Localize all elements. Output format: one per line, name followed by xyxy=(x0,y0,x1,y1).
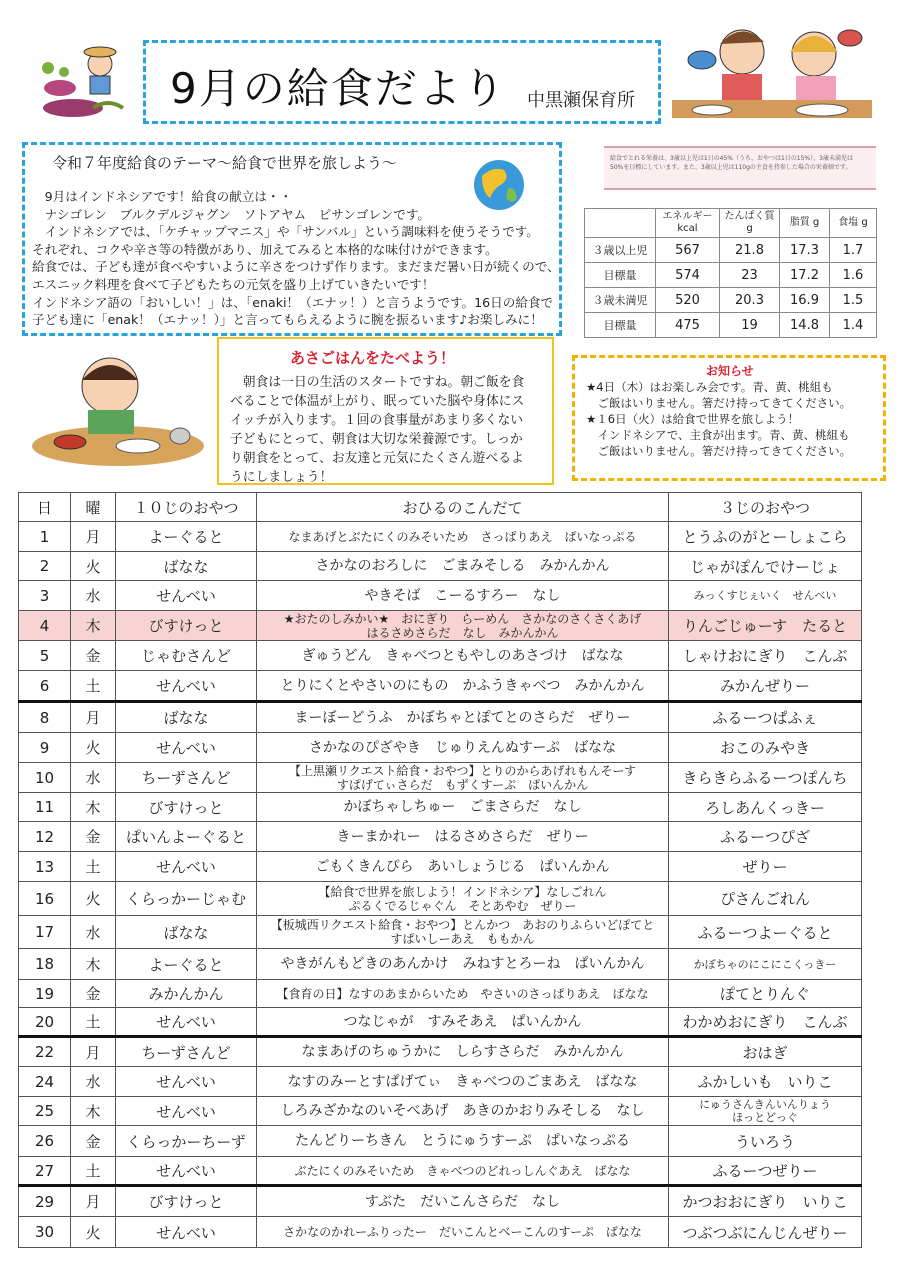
breakfast-line: り朝食をとって、お友達と元気にたくさん遊べるよ xyxy=(230,451,524,466)
menu-afternoon-line: かぼちゃのにこにこくっきー xyxy=(693,957,837,971)
menu-afternoon-line: わかめおにぎり こんぶ xyxy=(682,1013,848,1031)
nutrition-cell: 19 xyxy=(720,313,780,338)
menu-lunch xyxy=(257,1157,669,1186)
theme-line: それぞれ、コクや辛さ等の特徴があり、加えてみると本格的な味付けができます。 xyxy=(32,241,498,257)
menu-lunch xyxy=(257,916,669,949)
nutrition-cell: 16.9 xyxy=(780,288,830,313)
nutrition-cell: 1.6 xyxy=(830,263,877,288)
menu-morning-snack: せんべい xyxy=(116,1217,257,1248)
nutrition-header-cell: 食塩 g xyxy=(830,209,877,238)
school-name: 中黒瀬保育所 xyxy=(527,90,635,111)
nutrition-cell: 17.3 xyxy=(780,238,830,263)
menu-afternoon-snack xyxy=(669,882,862,916)
menu-afternoon-snack xyxy=(669,852,862,882)
menu-lunch xyxy=(257,793,669,822)
menu-afternoon-snack xyxy=(669,641,862,671)
menu-lunch-line: しろみざかなのいそべあげ あきのかおりみそしる なし xyxy=(280,1103,645,1119)
theme-line: インドネシア語の「おいしい！」は、「enaki！（エナッ！）と言うようです。16日の給食で xyxy=(32,294,554,310)
menu-lunch-line: ぎゅうどん きゃべつともやしのあさづけ ばなな xyxy=(301,647,624,664)
menu-row xyxy=(19,641,862,671)
menu-weekday: 木 xyxy=(71,611,116,641)
menu-weekday: 月 xyxy=(71,1037,116,1067)
menu-afternoon-line: きらきらふるーつぽんち xyxy=(682,769,848,787)
menu-lunch xyxy=(257,1126,669,1157)
breakfast-line: 朝食は一日の生活のスタートですね。朝ご飯を食 xyxy=(230,375,525,390)
menu-lunch-line: 【給食で世界を旅しよう！インドネシア】なしごれん xyxy=(318,884,607,899)
menu-afternoon-snack xyxy=(669,793,862,822)
nutrition-cell: ３歳以上児 xyxy=(585,238,656,263)
menu-weekday: 火 xyxy=(71,733,116,763)
menu-lunch-line: ごもくきんぴら あいしょうじる ぱいんかん xyxy=(315,858,610,875)
menu-morning-snack: くらっかーじゃむ xyxy=(116,882,257,916)
nutrition-note-line: 50%を目標にしています。また、3歳以上児は110gの主食を持参した場合の栄養価です。 xyxy=(610,164,852,171)
menu-lunch-line: とりにくとやさいのにもの かふうきゃべつ みかんかん xyxy=(280,677,645,694)
menu-morning-snack: よーぐると xyxy=(116,522,257,552)
menu-lunch-line: なまあげのちゅうかに しらすさらだ みかんかん xyxy=(301,1044,624,1060)
menu-day: 5 xyxy=(19,641,71,671)
nutrition-cell: 21.8 xyxy=(720,238,780,263)
menu-morning-snack: よーぐると xyxy=(116,949,257,980)
menu-afternoon-snack xyxy=(669,949,862,980)
menu-row xyxy=(19,882,862,916)
menu-afternoon-line: ふるーつぴざ xyxy=(719,828,810,846)
menu-lunch xyxy=(257,949,669,980)
menu-row xyxy=(19,1037,862,1067)
menu-day: 16 xyxy=(19,882,71,916)
menu-header-cell: ３じのおやつ xyxy=(669,493,862,522)
menu-afternoon-line: ふるーつよーぐると xyxy=(697,923,833,942)
menu-lunch-line: ぶたにくのみそいため きゃべつのどれっしんぐあえ ばなな xyxy=(294,1163,631,1178)
menu-afternoon-snack xyxy=(669,1126,862,1157)
menu-table xyxy=(18,492,862,1248)
menu-weekday: 水 xyxy=(71,763,116,793)
menu-weekday: 火 xyxy=(71,1217,116,1248)
menu-morning-snack: せんべい xyxy=(116,1008,257,1037)
menu-lunch xyxy=(257,522,669,552)
menu-afternoon-line: ふるーつぱふぇ xyxy=(712,709,818,727)
nutrition-cell: 目標量 xyxy=(585,263,656,288)
menu-weekday: 月 xyxy=(71,702,116,733)
nutrition-header-cell: たんぱく質 g xyxy=(720,209,780,238)
menu-afternoon-line: ほっとどっぐ xyxy=(732,1111,798,1124)
menu-day: 30 xyxy=(19,1217,71,1248)
menu-lunch xyxy=(257,1067,669,1097)
menu-weekday: 水 xyxy=(71,916,116,949)
menu-weekday: 水 xyxy=(71,581,116,611)
menu-lunch-line: かぼちゃしちゅー ごまさらだ なし xyxy=(343,799,582,815)
menu-row xyxy=(19,852,862,882)
menu-afternoon-snack xyxy=(669,702,862,733)
menu-row xyxy=(19,671,862,702)
menu-afternoon-snack xyxy=(669,1008,862,1037)
page-title: 9月の給食だより xyxy=(170,64,507,113)
menu-lunch-line: やきがんもどきのあんかけ みねすとろーね ぱいんかん xyxy=(280,956,645,972)
menu-afternoon-line: じゃがぽんでけーじょ xyxy=(689,557,840,576)
nutrition-header-cell: エネルギー kcal xyxy=(656,209,720,238)
menu-afternoon-line: つぶつぶにんじんぜりー xyxy=(682,1223,848,1242)
menu-afternoon-snack xyxy=(669,1067,862,1097)
menu-lunch-line: さかなのかれーふりったー だいこんとべーこんのすーぷ ばなな xyxy=(283,1225,642,1239)
menu-afternoon-line: ろしあんくっきー xyxy=(705,798,825,817)
menu-weekday: 月 xyxy=(71,522,116,552)
menu-day: 13 xyxy=(19,852,71,882)
menu-weekday: 木 xyxy=(71,949,116,980)
notice-line: ご飯はいりません。箸だけ持ってきてください。 xyxy=(586,396,852,410)
menu-lunch-line: 【板城西リクエスト給食・おやつ】とんかつ あおのりふらいどぽてと xyxy=(270,918,655,932)
menu-afternoon-snack xyxy=(669,1037,862,1067)
menu-day: 26 xyxy=(19,1126,71,1157)
nutrition-cell: 475 xyxy=(656,313,720,338)
menu-lunch-line: きーまかれー はるさめさらだ ぜりー xyxy=(336,828,589,845)
menu-afternoon-line: みかんぜりー xyxy=(719,677,810,695)
menu-morning-snack: ばなな xyxy=(116,702,257,733)
menu-header-cell: 日 xyxy=(19,493,71,522)
menu-morning-snack: せんべい xyxy=(116,852,257,882)
menu-afternoon-line: ぽてとりんぐ xyxy=(719,985,810,1003)
menu-morning-snack: じゃむさんど xyxy=(116,641,257,671)
menu-lunch xyxy=(257,552,669,581)
menu-weekday: 土 xyxy=(71,1157,116,1186)
notice-line: ★4日（木）はお楽しみ会です。青、黄、桃組も xyxy=(586,380,833,394)
notice-text xyxy=(586,379,881,459)
menu-lunch xyxy=(257,671,669,702)
menu-lunch xyxy=(257,1008,669,1037)
nutrition-cell: 574 xyxy=(656,263,720,288)
menu-lunch xyxy=(257,882,669,916)
menu-afternoon-line: おこのみやき xyxy=(719,739,810,757)
menu-day: 24 xyxy=(19,1067,71,1097)
menu-afternoon-snack xyxy=(669,733,862,763)
menu-day: 3 xyxy=(19,581,71,611)
menu-header-cell: おひるのこんだて xyxy=(257,493,669,522)
menu-lunch xyxy=(257,1037,669,1067)
notice-line: インドネシアで、主食が出ます。青、黄、桃組も xyxy=(586,428,850,442)
menu-afternoon-snack xyxy=(669,522,862,552)
menu-day: 6 xyxy=(19,671,71,702)
menu-lunch xyxy=(257,611,669,641)
menu-weekday: 月 xyxy=(71,1186,116,1217)
menu-weekday: 火 xyxy=(71,552,116,581)
menu-day: 27 xyxy=(19,1157,71,1186)
nutrition-cell: 567 xyxy=(656,238,720,263)
menu-lunch xyxy=(257,822,669,852)
nutrition-cell: 20.3 xyxy=(720,288,780,313)
menu-lunch xyxy=(257,1217,669,1248)
menu-row xyxy=(19,1008,862,1037)
menu-morning-snack: みかんかん xyxy=(116,980,257,1008)
menu-afternoon-line: ぜりー xyxy=(742,858,788,876)
menu-day: 17 xyxy=(19,916,71,949)
nutrition-cell: 1.5 xyxy=(830,288,877,313)
menu-weekday: 水 xyxy=(71,1067,116,1097)
theme-line: エスニック料理を食べて子どもたちの元気を盛り上げていきたいです！ xyxy=(32,276,435,292)
nutrition-cell: 14.8 xyxy=(780,313,830,338)
menu-row xyxy=(19,822,862,852)
menu-lunch xyxy=(257,581,669,611)
nutrition-cell: 23 xyxy=(720,263,780,288)
menu-lunch-line: さかなのおろしに ごまみそしる みかんかん xyxy=(315,558,610,574)
theme-line: 子ども達に「enak！（エナッ！）」と言ってもらえるように腕を振るいます♪お楽しみに！ xyxy=(32,312,543,328)
nutrition-row xyxy=(585,263,877,288)
theme-text xyxy=(32,188,560,329)
nutrition-row xyxy=(585,313,877,338)
nutrition-header-cell xyxy=(585,209,656,238)
menu-lunch-line: なすのみーとすぱげてぃ きゃべつのごまあえ ばなな xyxy=(287,1073,638,1090)
menu-row xyxy=(19,702,862,733)
menu-day: 8 xyxy=(19,702,71,733)
menu-weekday: 金 xyxy=(71,1126,116,1157)
menu-row xyxy=(19,1126,862,1157)
menu-afternoon-line: ういろう xyxy=(734,1132,795,1151)
menu-lunch xyxy=(257,641,669,671)
menu-afternoon-line: ぴさんごれん xyxy=(719,890,810,908)
breakfast-line: 子どもにとって、朝食は大切な栄養源です。しっか xyxy=(230,432,523,447)
menu-row xyxy=(19,980,862,1008)
nutrition-note xyxy=(604,146,876,190)
menu-header-cell: １０じのおやつ xyxy=(116,493,257,522)
menu-afternoon-line: しゃけおにぎり こんぶ xyxy=(682,647,848,665)
menu-row xyxy=(19,522,862,552)
menu-morning-snack: せんべい xyxy=(116,733,257,763)
menu-morning-snack: ちーずさんど xyxy=(116,763,257,793)
menu-lunch-line: ぷるくでるじゃぐん そとあやむ ぜりー xyxy=(348,898,577,913)
menu-afternoon-snack xyxy=(669,581,862,611)
menu-morning-snack: ばなな xyxy=(116,916,257,949)
notice-title: お知らせ xyxy=(706,364,754,378)
menu-lunch-line: はるさめさらだ なし みかんかん xyxy=(366,625,559,640)
menu-lunch-line: すぱげてぃさらだ もずくすーぷ ぱいんかん xyxy=(336,777,589,792)
menu-lunch-line: なまあげとぶたにくのみそいため さっぱりあえ ぱいなっぷる xyxy=(288,529,637,544)
menu-morning-snack: ぱいんよーぐると xyxy=(116,822,257,852)
menu-weekday: 木 xyxy=(71,793,116,822)
menu-row xyxy=(19,763,862,793)
menu-day: 2 xyxy=(19,552,71,581)
menu-lunch-line: つなじゃが すみそあえ ぱいんかん xyxy=(343,1013,582,1030)
menu-row xyxy=(19,581,862,611)
menu-lunch-line: たんどりーちきん とうにゅうすーぷ ぱいなっぷる xyxy=(294,1133,631,1149)
menu-day: 1 xyxy=(19,522,71,552)
notice-line: ★１6日（火）は給食で世界を旅しよう！ xyxy=(586,412,800,426)
menu-lunch xyxy=(257,733,669,763)
nutrition-cell: ３歳未満児 xyxy=(585,288,656,313)
menu-lunch-line: すぱいしーあえ ももかん xyxy=(390,932,535,946)
menu-afternoon-snack xyxy=(669,822,862,852)
menu-afternoon-line: ふるーつぜりー xyxy=(712,1162,818,1180)
menu-afternoon-line: にゅうさんきんいんりょう xyxy=(699,1098,831,1111)
menu-weekday: 金 xyxy=(71,822,116,852)
menu-row xyxy=(19,1157,862,1186)
menu-row xyxy=(19,733,862,763)
theme-line: 給食では、子ども達が食べやすいように辛さをつけず作ります。まだまだ暑い日が続くので、 xyxy=(32,259,560,275)
menu-afternoon-snack xyxy=(669,763,862,793)
menu-afternoon-line: りんごじゅーす たると xyxy=(682,617,848,635)
breakfast-line: うにしましょう！ xyxy=(230,470,333,485)
menu-morning-snack: せんべい xyxy=(116,1067,257,1097)
menu-row xyxy=(19,1067,862,1097)
menu-day: 19 xyxy=(19,980,71,1008)
menu-row xyxy=(19,1186,862,1217)
nutrition-table xyxy=(584,208,877,338)
menu-afternoon-snack xyxy=(669,1186,862,1217)
menu-day: 20 xyxy=(19,1008,71,1037)
menu-afternoon-line: ふかしいも いりこ xyxy=(697,1073,833,1091)
breakfast-line: べることで体温が上がり、眠っていた脳や身体にス xyxy=(230,394,525,409)
menu-row xyxy=(19,1217,862,1248)
menu-morning-snack: くらっかーちーず xyxy=(116,1126,257,1157)
nutrition-header-cell: 脂質 g xyxy=(780,209,830,238)
nutrition-header-row xyxy=(585,209,877,238)
sweet-potato-child-illustration xyxy=(38,38,130,120)
menu-afternoon-line: とうふのがとーしょこら xyxy=(682,528,848,546)
menu-weekday: 土 xyxy=(71,671,116,702)
menu-lunch-line: さかなのぴざやき じゅりえんぬすーぷ ばなな xyxy=(308,739,617,756)
menu-day: 11 xyxy=(19,793,71,822)
nutrition-row xyxy=(585,238,877,263)
menu-row xyxy=(19,552,862,581)
theme-title: 令和７年度給食のテーマ～給食で世界を旅しよう～ xyxy=(52,154,398,172)
menu-morning-snack: ちーずさんど xyxy=(116,1037,257,1067)
menu-lunch xyxy=(257,702,669,733)
menu-morning-snack: びすけっと xyxy=(116,1186,257,1217)
menu-weekday: 金 xyxy=(71,641,116,671)
nutrition-cell: 目標量 xyxy=(585,313,656,338)
menu-afternoon-snack xyxy=(669,1097,862,1126)
menu-lunch-line: まーぼーどうふ かぼちゃとぽてとのさらだ ぜりー xyxy=(294,709,631,726)
menu-day: 25 xyxy=(19,1097,71,1126)
menu-header-row xyxy=(19,493,862,522)
menu-lunch xyxy=(257,763,669,793)
menu-lunch xyxy=(257,980,669,1008)
menu-lunch-line: すぶた だいこんさらだ なし xyxy=(364,1193,561,1210)
menu-afternoon-snack xyxy=(669,552,862,581)
nutrition-cell: 1.7 xyxy=(830,238,877,263)
menu-row xyxy=(19,949,862,980)
menu-morning-snack: びすけっと xyxy=(116,611,257,641)
menu-weekday: 土 xyxy=(71,1008,116,1037)
menu-header-cell: 曜 xyxy=(71,493,116,522)
nutrition-cell: 520 xyxy=(656,288,720,313)
menu-afternoon-line: みっくすじぇいく せんべい xyxy=(693,589,837,602)
menu-day: 29 xyxy=(19,1186,71,1217)
menu-day: 9 xyxy=(19,733,71,763)
menu-afternoon-line: かつおおにぎり いりこ xyxy=(682,1193,848,1211)
menu-afternoon-snack xyxy=(669,611,862,641)
theme-line: ナシゴレン ブルクデルジャグン ソトアヤム ピサンゴレンです。 xyxy=(32,206,431,222)
menu-day: 4 xyxy=(19,611,71,641)
menu-lunch-line: やきそば こーるすろー なし xyxy=(364,587,561,604)
menu-afternoon-snack xyxy=(669,980,862,1008)
notice-line: ご飯はいりません。箸だけ持ってきてください。 xyxy=(586,444,852,458)
menu-afternoon-snack xyxy=(669,1157,862,1186)
menu-morning-snack: せんべい xyxy=(116,581,257,611)
menu-day: 22 xyxy=(19,1037,71,1067)
menu-lunch-line: ★おたのしみかい★ おにぎり らーめん さかなのさくさくあげ xyxy=(283,611,642,626)
menu-row xyxy=(19,793,862,822)
breakfast-text xyxy=(230,373,546,487)
menu-morning-snack: せんべい xyxy=(116,1157,257,1186)
theme-line: インドネシアでは、「ケチャップマニス」や「サンバル」という調味料を使うそうです。 xyxy=(32,224,539,240)
menu-morning-snack: せんべい xyxy=(116,671,257,702)
menu-afternoon-snack xyxy=(669,916,862,949)
menu-lunch xyxy=(257,1097,669,1126)
menu-lunch xyxy=(257,1186,669,1217)
menu-row xyxy=(19,1097,862,1126)
menu-afternoon-line: おはぎ xyxy=(742,1043,788,1062)
kids-eating-illustration xyxy=(672,12,872,122)
menu-weekday: 火 xyxy=(71,882,116,916)
nutrition-row xyxy=(585,288,877,313)
breakfast-title: あさごはんをたべよう！ xyxy=(290,349,456,367)
menu-weekday: 土 xyxy=(71,852,116,882)
menu-morning-snack: びすけっと xyxy=(116,793,257,822)
menu-weekday: 木 xyxy=(71,1097,116,1126)
breakfast-line: イッチが入ります。１回の食事量があまり多くない xyxy=(230,413,524,428)
theme-line: 9月はインドネシアです！給食の献立は・・ xyxy=(32,189,293,204)
menu-weekday: 金 xyxy=(71,980,116,1008)
menu-row xyxy=(19,611,862,641)
menu-afternoon-snack xyxy=(669,1217,862,1248)
menu-row xyxy=(19,916,862,949)
child-breakfast-illustration xyxy=(30,350,206,470)
menu-day: 10 xyxy=(19,763,71,793)
menu-day: 18 xyxy=(19,949,71,980)
nutrition-note-line: 給食でとれる栄養は、3歳以上児は1日の45%（うち、おやつは1日の15%）、3歳未満児は xyxy=(610,155,853,162)
menu-morning-snack: ばなな xyxy=(116,552,257,581)
menu-morning-snack: せんべい xyxy=(116,1097,257,1126)
menu-lunch-line: 【上黒瀬リクエスト給食・おやつ】とりのからあげれもんそーす xyxy=(289,763,636,778)
nutrition-cell: 17.2 xyxy=(780,263,830,288)
menu-day: 12 xyxy=(19,822,71,852)
menu-lunch xyxy=(257,852,669,882)
nutrition-cell: 1.4 xyxy=(830,313,877,338)
menu-lunch-line: 【食育の日】なすのあまからいため やさいのさっぱりあえ ばなな xyxy=(276,986,649,1001)
menu-afternoon-snack xyxy=(669,671,862,702)
